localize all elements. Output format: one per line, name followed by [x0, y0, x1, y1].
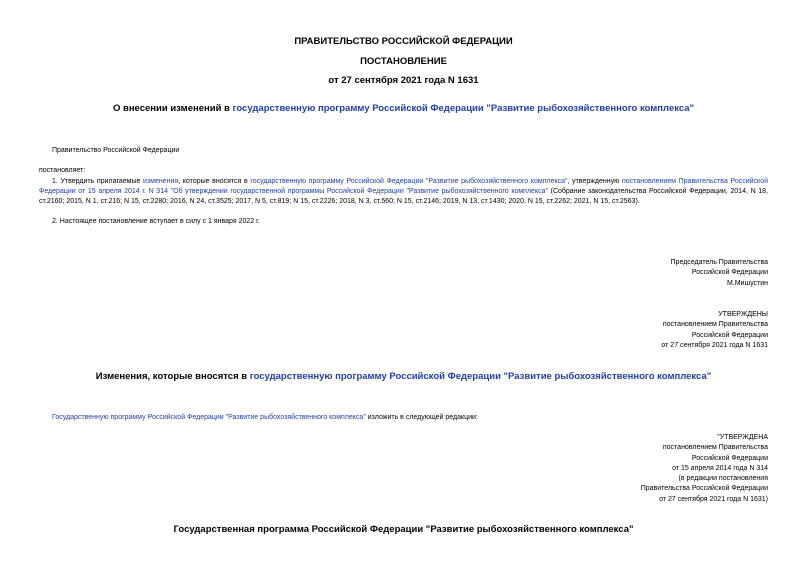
- item-1-text-1: 1. Утвердить прилагаемые: [52, 178, 144, 185]
- approved2-line-4: от 15 апреля 2014 года N 314: [672, 464, 768, 472]
- approved2-line-5: (в редакции постановления: [678, 475, 768, 483]
- intro-government: Правительство Российской Федерации: [52, 147, 180, 154]
- approved2-line-6: Правительства Российской Федерации: [640, 485, 768, 493]
- signature-country: Российской Федерации: [691, 269, 768, 277]
- document-title-link[interactable]: государственную программу Российской Федерации "Развитие рыбохозяйственного комплекса": [232, 103, 695, 114]
- changes-link[interactable]: изменения: [143, 178, 179, 185]
- approved2-line-2: постановлением Правительства: [662, 444, 768, 452]
- approved-line-4: от 27 сентября 2021 года N 1631: [661, 341, 768, 349]
- program-title: Государственная программа Российской Федерации "Развитие рыбохозяйственного комплекса": [173, 524, 634, 535]
- doc-date-number: от 27 сентября 2021 года N 1631: [328, 75, 479, 86]
- changes-title-prefix: Изменения, которые вносятся в: [95, 371, 250, 382]
- approved2-line-7: от 27 сентября 2021 года N 1631): [659, 495, 768, 503]
- item-1-text-4: (Собрание законодательства Российской Федерации, 2014, N 18, ст.2160; 2015, N 1, ст.216; N 15, ст.2280; 2016, N 24, ст.3525; 2017, N 5, ст.819; N 15, ст.2226; 2018, N 3, ст.560; N 15, ст.2146; 2019, N 13, ст.1430; 2020, N 15, ст.2262; 2021, N 15, ст.2563).: [39, 188, 768, 206]
- signature-block: [671, 258, 768, 289]
- changes-title-link[interactable]: государственную программу Российской Федерации "Развитие рыбохозяйственного комплекса": [249, 371, 712, 382]
- signature-name: М.Мишустин: [726, 279, 768, 287]
- document-title: [0, 103, 807, 114]
- item-1-text-2: , которые вносятся в: [178, 178, 251, 185]
- item-1-paragraph: [39, 177, 768, 208]
- changes-intro-suffix: изложить в следующей редакции:: [365, 414, 478, 421]
- approved-block: [661, 310, 768, 351]
- approved2-line-1: "УТВЕРЖДЕНА: [717, 434, 768, 441]
- signature-position: Председатель Правительства: [670, 259, 768, 266]
- program-link[interactable]: государственную программу Российской Федерации "Развитие рыбохозяйственного комплекса": [250, 178, 568, 185]
- item-1-text-3: , утвержденную: [567, 178, 622, 185]
- item-2-paragraph: 2. Настоящее постановление вступает в силу с 1 января 2022 г.: [52, 218, 260, 225]
- intro-decrees: постановляет:: [39, 167, 86, 174]
- approved2-line-3: Российской Федерации: [691, 454, 768, 462]
- doc-type-heading: ПОСТАНОВЛЕНИЕ: [360, 56, 447, 67]
- government-heading: ПРАВИТЕЛЬСТВО РОССИЙСКОЙ ФЕДЕРАЦИИ: [294, 36, 513, 47]
- approved-line-3: Российской Федерации: [691, 331, 768, 339]
- changes-intro: [52, 413, 478, 423]
- approved-2014-block: [641, 433, 768, 505]
- changes-intro-link[interactable]: Государственную программу Российской Федерации "Развитие рыбохозяйственного комплекса": [52, 414, 366, 421]
- changes-title: [0, 371, 807, 382]
- approved-line-2: постановлением Правительства: [662, 321, 768, 329]
- document-title-prefix: О внесении изменений в: [112, 103, 233, 114]
- resolution-314-link[interactable]: постановлением Правительства Российской Федерации от 15 апреля 2014 г. N 314 "Об утверждении государственной программы Российской Федерации "Развитие рыбохозяйственного комплекса": [39, 178, 768, 196]
- approved-line-1: УТВЕРЖДЕНЫ: [718, 311, 768, 318]
